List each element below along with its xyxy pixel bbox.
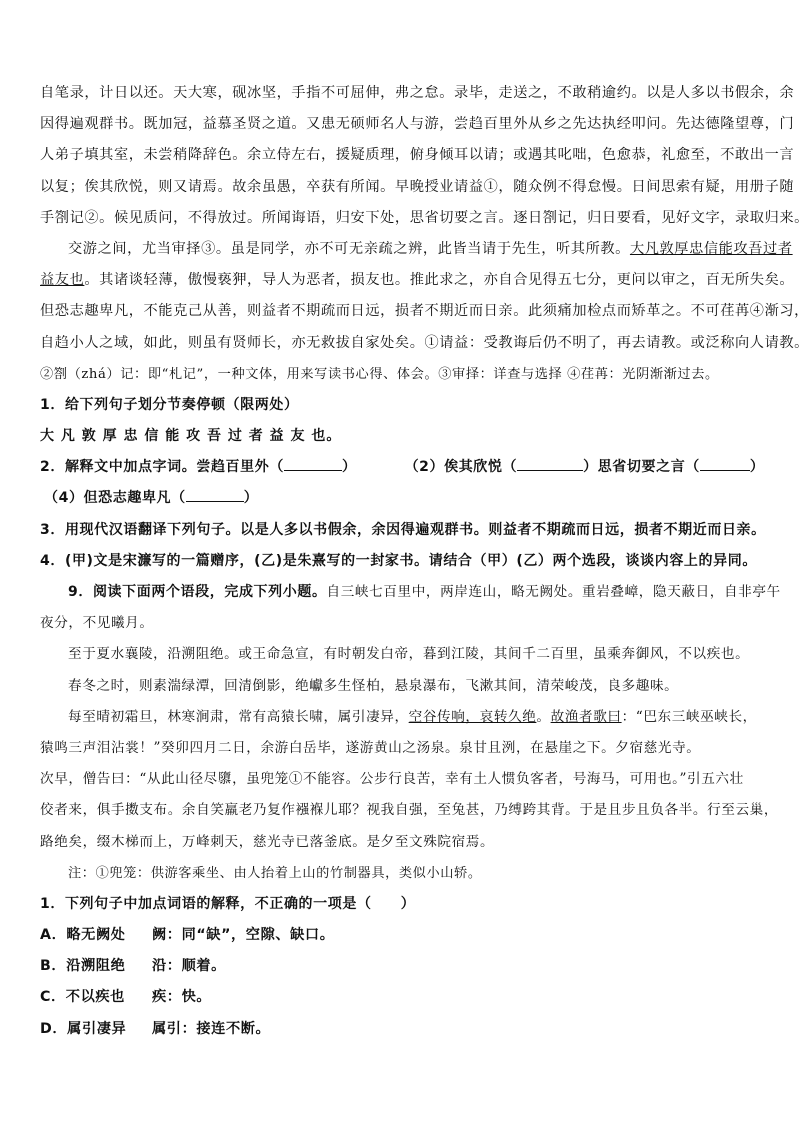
option-d[interactable]	[40, 1014, 760, 1045]
option-a[interactable]	[40, 920, 760, 951]
option-label: B．沿溯阻绝	[40, 958, 126, 975]
question-9-heading: 9．阅读下面两个语段，完成下列小题。	[68, 584, 327, 600]
option-explain: 疾：快。	[152, 989, 212, 1006]
answer-blank[interactable]	[284, 456, 342, 471]
passage2-line: 路绝矣，缀木梯而上，万峰刺天，慈光寺已落釜底。是夕至文殊院宿焉。	[40, 833, 495, 850]
question-1: 1．给下列句子划分节奏停顿（限两处）	[40, 396, 299, 413]
question-2-text: 2．解释文中加点字词。尝趋百里外（	[40, 459, 284, 476]
passage1-text: 交游之间，尤当审择③。虽是同学，亦不可无亲疏之辨，此皆当请于先生，听其所教。	[68, 240, 630, 257]
passage2-line	[40, 702, 760, 733]
passage1-line: 以复；俟其欣悦，则又请焉。故余虽愚，卒获有所闻。早晚授业请益①，随众例不得怠慢。日间思索有疑，用册子随	[40, 178, 795, 195]
option-b[interactable]	[40, 951, 760, 982]
passage1-line: 手劄记②。候见质问，不得放过。所闻诲语，归安下处，思省切要之言。逐日劄记，归日要看，见好文字，录取归来。	[40, 209, 809, 226]
answer-blank[interactable]	[186, 487, 244, 502]
question-3: 3．用现代汉语翻译下列句子。以是人多以书假余，余因得遍观群书。则益者不期疏而日远，损者不期近而日亲。	[40, 521, 766, 538]
answer-blank[interactable]	[517, 456, 583, 471]
passage1-footnotes: ②劄（zhá）记：即“札记”，一种文体，用来写读书心得、体会。③审择：详查与选择 ④荏苒：光阴渐渐过去。	[40, 366, 719, 382]
question-2	[40, 452, 765, 483]
passage2-line: 次早，僧告曰：“从此山径尽隳，虽兜笼①不能容。公步行良苦，幸有土人惯负客者，号海马，可用也。”引五六壮	[40, 771, 744, 788]
question-mc-1: 1．下列句子中加点词语的解释，不正确的一项是（ ）	[40, 895, 416, 912]
paren: ）	[243, 490, 259, 507]
option-explain: 阙：同“缺”，空隙、缺口。	[152, 927, 335, 944]
passage1-line: 人弟子填其室，未尝稍降辞色。余立侍左右，援疑质理，俯身倾耳以请；或遇其叱咄，色愈恭，礼愈至，不敢出一言	[40, 147, 795, 164]
option-label: A．略无阙处	[40, 927, 126, 944]
underlined-sentence: 益友也	[40, 272, 85, 289]
option-explain: 沿：顺着。	[152, 958, 226, 975]
question-2-text: ）思省切要之言（	[583, 459, 700, 476]
passage1-text: 。其诸谈轻薄，傲慢亵狎，导人为恶者，损友也。推此求之，亦自合见得五七分，更问以审之，百无所失矣。	[84, 272, 795, 289]
passage1-line: 因得遍观群书。既加冠，益慕圣贤之道。又患无硕师名人与游，尝趋百里外从乡之先达执经叩问。先达德隆望尊，门	[40, 116, 795, 133]
passage1-para2-line: 但恐志趣卑凡，不能克己从善，则益者不期疏而日远，损者不期近而日亲。此须痛加检点而矫革之。不可荏苒④渐习，	[40, 303, 809, 320]
question-2-text: （4）但恐志趣卑凡（	[44, 490, 186, 507]
paren: ）	[341, 459, 357, 476]
underlined-phrase: 空谷传响，哀转久绝	[408, 708, 537, 725]
passage2-text: 。	[536, 708, 551, 725]
underlined-phrase: 故渔者歌曰	[550, 708, 622, 725]
paren: ）	[749, 459, 765, 476]
passage1-para2-line	[40, 234, 793, 265]
passage2-line: 春冬之时，则素湍绿潭，回清倒影，绝巘多生怪柏，悬泉瀑布，飞漱其间，清荣峻茂，良多趣味。	[68, 677, 679, 694]
passage2-text: 自三峡七百里中，两岸连山，略无阙处。重岩叠嶂，隐天蔽日，自非亭午	[326, 584, 781, 600]
passage2-intro	[40, 577, 781, 608]
question-1-sentence: 大 凡 敦 厚 忠 信 能 攻 吾 过 者 益 友 也。	[40, 428, 342, 445]
passage2-line: 至于夏水襄陵，沿溯阻绝。或王命急宣，有时朝发白帝，暮到江陵，其间千二百里，虽乘奔御风，不以疾也。	[68, 646, 750, 663]
option-label: C．不以疾也	[40, 989, 125, 1006]
passage2-line: 佼者来，俱手擞支布。余自笑羸老乃复作襁褓儿耶？视我自强，至兔甚，乃缚跨其背。于是且步且负各半。行至云巢，	[40, 802, 779, 819]
passage2-text: ：“巴东三峡巫峡长，	[621, 708, 757, 725]
answer-blank[interactable]	[700, 456, 750, 471]
question-2-part4	[40, 483, 760, 514]
passage2-footnote: 注：①兜笼：供游客乘坐、由人抬着上山的竹制器具，类似小山轿。	[68, 865, 482, 881]
passage2-line: 猿鸣三声泪沾裳！”癸卯四月二日，余游白岳毕，遂游黄山之汤泉。泉甘且洌，在悬崖之下。夕宿慈光寺。	[40, 739, 701, 756]
option-c[interactable]	[40, 982, 760, 1013]
passage1-line: 自笔录，计日以还。天大寒，砚冰坚，手指不可屈伸，弗之怠。录毕，走送之，不敢稍逾约。以是人多以书假余，余	[40, 85, 795, 101]
document-page	[40, 78, 809, 1045]
option-label: D．属引凄异	[40, 1020, 127, 1037]
passage2-text: 每至晴初霜旦，林寒涧肃，常有高猿长啸，属引凄异，	[68, 708, 409, 725]
option-explain: 属引：接连不断。	[152, 1020, 271, 1037]
passage1-para2-line: 自趋小人之域，如此，则虽有贤师长，亦无救拔自家处矣。①请益：受教诲后仍不明了，再去请教。或泛称向人请教。	[40, 334, 809, 351]
question-4: 4．(甲)文是宋濂写的一篇赠序，(乙)是朱熹写的一封家书。请结合（甲）(乙）两个选段，谈谈内容上的异同。	[40, 552, 757, 569]
passage1-para2-line	[40, 265, 795, 296]
passage2-line: 夜分，不见曦月。	[40, 615, 154, 632]
underlined-sentence: 大凡敦厚忠信能攻吾过者	[629, 240, 793, 257]
question-2-text: （2）俟其欣悦（	[404, 459, 518, 476]
